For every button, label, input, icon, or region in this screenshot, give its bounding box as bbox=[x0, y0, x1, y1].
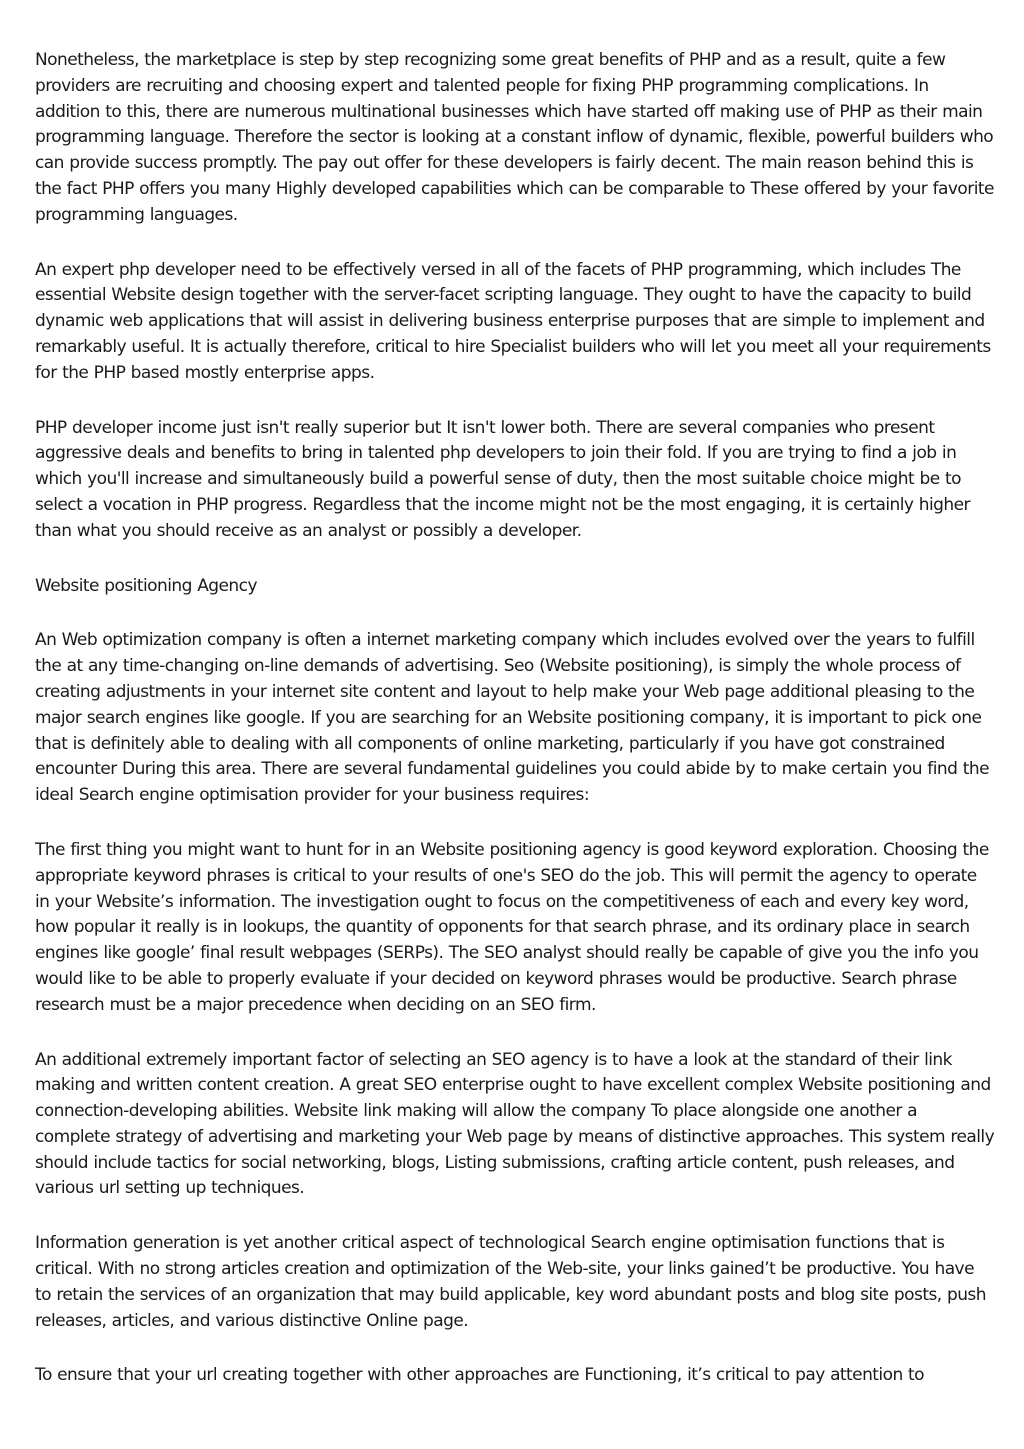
section-heading: Website positioning Agency bbox=[35, 575, 257, 596]
paragraph: An Web optimization company is often a internet marketing company which includes evolved over the years to fulfill the at any time-changing on-line demands of advertising. Seo (Website positioning), is simply the whole process of creating adjustments in your internet site content and layout to help make your Web page additional pleasing to the major search engines like google. If you are searching for an Website positioning company, it is important to pick one that is definitely able to dealing with all components of online marketing, particularly if you have got constrained encounter During this area. There are several fundamental guidelines you could abide by to make certain you find the ideal Search engine optimisation provider for your business requires: bbox=[35, 630, 989, 806]
paragraph: PHP developer income just isn't really superior but It isn't lower both. There are several companies who present aggressive deals and benefits to bring in talented php developers to join their fold. If you are trying to find a job in which you'll increase and simultaneously build a powerful sense of duty, then the most suitable choice might be to select a vocation in PHP progress. Regardless that the income might not be the most engaging, it is certainly higher than what you should receive as an analyst or possibly a developer. bbox=[35, 417, 970, 541]
paragraph: An additional extremely important factor of selecting an SEO agency is to have a look at the standard of their link making and written content creation. A great SEO enterprise ought to have excellent complex Website positioning and connection-developing abilities. Website link making will allow the company To place alongside one another a complete strategy of advertising and marketing your Web page by means of distinctive approaches. This system really should include tactics for social networking, blogs, Listing submissions, crafting article content, push releases, and various url setting up techniques. bbox=[35, 1049, 995, 1199]
paragraph: An expert php developer need to be effectively versed in all of the facets of PHP programming, which includes The essential Website design together with the server-facet scripting language. They ought to have the capacity to build dynamic web applications that will assist in delivering business enterprise purposes that are simple to implement and remarkably useful. It is actually therefore, critical to hire Specialist builders who will let you meet all your requirements for the PHP based mostly enterprise apps. bbox=[35, 259, 991, 383]
document-body bbox=[35, 48, 995, 1418]
paragraph: To ensure that your url creating together with other approaches are Functioning, it’s critical to pay attention to bbox=[35, 1365, 924, 1386]
paragraph: The first thing you might want to hunt for in an Website positioning agency is good keyword exploration. Choosing the appropriate keyword phrases is critical to your results of one's SEO do the job. This will permit the agency to operate in your Website’s information. The investigation ought to focus on the competitiveness of each and every key word, how popular it really is in lookups, the quantity of opponents for that search phrase, and its ordinary place in search engines like google’ final result webpages (SERPs). The SEO analyst should really be capable of give you the info you would like to be able to properly evaluate if your decided on keyword phrases would be productive. Search phrase research must be a major precedence when deciding on an SEO firm. bbox=[35, 839, 989, 1015]
paragraph: Nonetheless, the marketplace is step by step recognizing some great benefits of PHP and as a result, quite a few providers are recruiting and choosing expert and talented people for fixing PHP programming complications. In addition to this, there are numerous multinational businesses which have started off making use of PHP as their main programming language. Therefore the sector is looking at a constant inflow of dynamic, flexible, powerful builders who can provide success promptly. The pay out offer for these developers is fairly decent. The main reason behind this is the fact PHP offers you many Highly developed capabilities which can be comparable to These offered by your favorite programming languages. bbox=[35, 50, 994, 225]
paragraph: Information generation is yet another critical aspect of technological Search engine optimisation functions that is critical. With no strong articles creation and optimization of the Web-site, your links gained’t be productive. You have to retain the services of an organization that may build applicable, key word abundant posts and blog site posts, push releases, articles, and various distinctive Online page. bbox=[35, 1233, 986, 1331]
